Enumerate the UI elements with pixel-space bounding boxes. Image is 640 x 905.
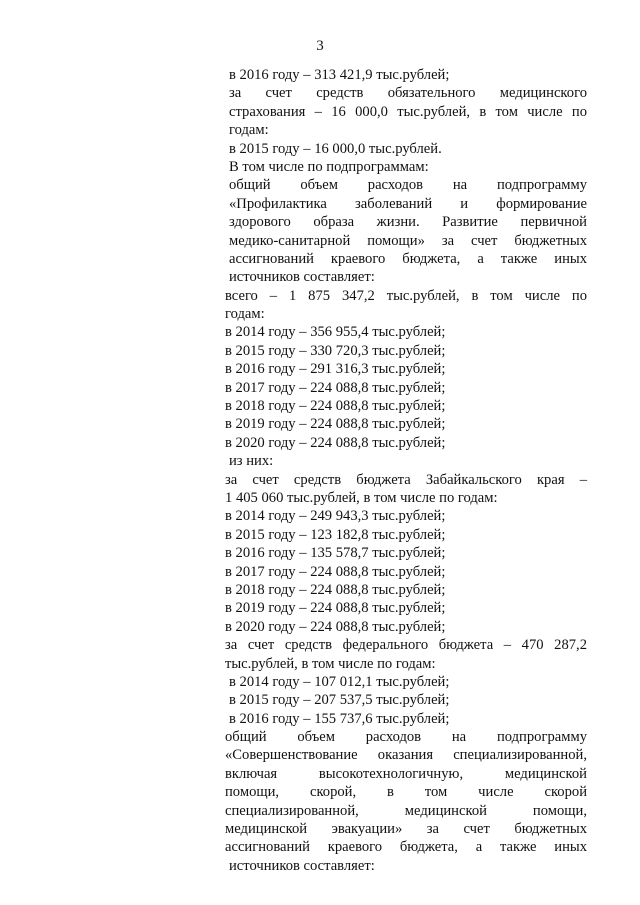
text-line: «Совершенствование оказания специализированной, <box>225 747 587 764</box>
text-line: годам: <box>229 122 269 139</box>
text-line: в 2014 году – 107 012,1 тыс.рублей; <box>229 673 450 690</box>
text-line: страхования – 16 000,0 тыс.рублей, в том числе по <box>229 103 587 120</box>
document-body <box>225 66 587 875</box>
text-line: «Профилактика заболеваний и формирование <box>229 195 587 212</box>
text-line: годам: <box>225 306 265 323</box>
text-line: за счет средств обязательного медицинского <box>229 85 587 102</box>
text-line: В том числе по подпрограммам: <box>229 158 429 175</box>
text-line: в 2019 году – 224 088,8 тыс.рублей; <box>225 600 446 617</box>
text-line: общий объем расходов на подпрограмму <box>229 177 587 194</box>
text-line: медико-санитарной помощи» за счет бюджетных <box>229 232 587 249</box>
page-number: 3 <box>316 38 324 54</box>
text-line: в 2020 году – 224 088,8 тыс.рублей; <box>225 434 446 451</box>
text-line: 1 405 060 тыс.рублей, в том числе по годам: <box>225 489 498 506</box>
text-line: источников составляет: <box>229 857 375 874</box>
text-line: помощи, скорой, в том числе скорой <box>225 784 587 801</box>
text-line: источников составляет: <box>229 269 375 286</box>
text-line: включая высокотехнологичную, медицинской <box>225 765 587 782</box>
text-line: специализированной, медицинской помощи, <box>225 802 587 819</box>
text-line: за счет средств федерального бюджета – 470 287,2 <box>225 637 587 654</box>
text-line: медицинской эвакуации» за счет бюджетных <box>225 821 587 838</box>
text-line: в 2020 году – 224 088,8 тыс.рублей; <box>225 618 446 635</box>
text-line: из них: <box>229 453 274 470</box>
text-line: в 2015 году – 207 537,5 тыс.рублей; <box>229 692 450 709</box>
text-line: всего – 1 875 347,2 тыс.рублей, в том числе по <box>225 287 587 304</box>
text-line: в 2016 году – 313 421,9 тыс.рублей; <box>229 67 450 83</box>
text-line: ассигнований краевого бюджета, а также иных <box>225 839 587 856</box>
text-line: в 2018 году – 224 088,8 тыс.рублей; <box>225 581 446 598</box>
text-line: в 2018 году – 224 088,8 тыс.рублей; <box>225 398 446 415</box>
text-line: в 2019 году – 224 088,8 тыс.рублей; <box>225 416 446 433</box>
text-line: в 2015 году – 123 182,8 тыс.рублей; <box>225 526 446 543</box>
text-line: в 2014 году – 356 955,4 тыс.рублей; <box>225 324 446 341</box>
text-line: ассигнований краевого бюджета, а также иных <box>229 250 587 267</box>
text-line: здорового образа жизни. Развитие первичной <box>229 214 587 231</box>
text-line: в 2016 году – 135 578,7 тыс.рублей; <box>225 545 446 562</box>
text-line: в 2015 году – 16 000,0 тыс.рублей. <box>229 140 442 157</box>
text-line: в 2014 году – 249 943,3 тыс.рублей; <box>225 508 446 525</box>
text-line: в 2016 году – 155 737,6 тыс.рублей; <box>229 710 450 727</box>
text-line: в 2016 году – 291 316,3 тыс.рублей; <box>225 361 446 378</box>
text-line: в 2017 году – 224 088,8 тыс.рублей; <box>225 563 446 580</box>
text-line: общий объем расходов на подпрограмму <box>225 729 587 746</box>
text-line: за счет средств бюджета Забайкальского края – <box>225 471 587 488</box>
text-line: тыс.рублей, в том числе по годам: <box>225 655 436 672</box>
text-line: в 2015 году – 330 720,3 тыс.рублей; <box>225 342 446 359</box>
text-line: в 2017 году – 224 088,8 тыс.рублей; <box>225 379 446 396</box>
